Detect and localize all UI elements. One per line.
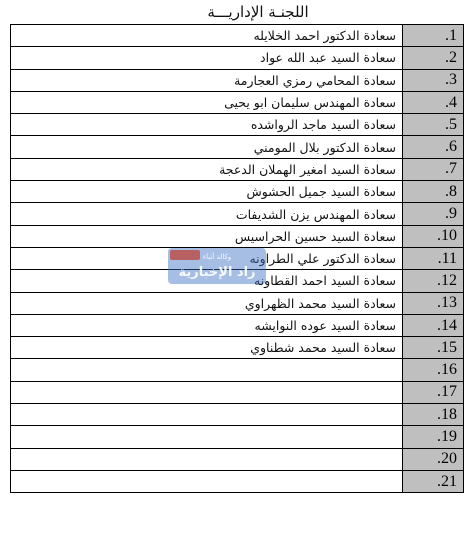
- row-number-text: .1: [445, 26, 457, 44]
- table-row: [11, 404, 464, 426]
- member-name: [11, 426, 403, 448]
- member-name: سعادة السيد محمد شطناوي: [11, 337, 403, 359]
- row-number-text: .18: [437, 405, 457, 423]
- member-name: سعادة المهندس سليمان ابو يحيى: [11, 91, 403, 113]
- row-number: [403, 337, 464, 359]
- member-name: سعادة الدكتور بلال المومني: [11, 136, 403, 158]
- row-number: [403, 91, 464, 113]
- table-row: [11, 69, 464, 91]
- table-row: [11, 448, 464, 470]
- row-number-text: .4: [445, 93, 457, 111]
- row-number-text: .16: [437, 361, 457, 379]
- row-number: [403, 136, 464, 158]
- member-name: سعادة السيد حسين الحراسيس: [11, 225, 403, 247]
- table-row: [11, 25, 464, 47]
- row-number: [403, 470, 464, 492]
- row-number-text: .5: [445, 115, 457, 133]
- row-number-text: .7: [445, 160, 457, 178]
- row-number: [403, 203, 464, 225]
- table-row: [11, 247, 464, 269]
- table-row: [11, 337, 464, 359]
- row-number: [403, 158, 464, 180]
- row-number-text: .20: [437, 450, 457, 468]
- table-row: [11, 181, 464, 203]
- row-number: [403, 270, 464, 292]
- table-row: [11, 91, 464, 113]
- row-number-text: .11: [437, 249, 457, 267]
- row-number-text: .19: [437, 427, 457, 445]
- row-number-text: .15: [437, 338, 457, 356]
- member-name: سعادة السيد عوده النوايشه: [11, 314, 403, 336]
- member-name: سعادة السيد محمد الظهراوي: [11, 292, 403, 314]
- member-name: [11, 470, 403, 492]
- table-row: [11, 381, 464, 403]
- member-name: سعادة السيد امغير الهملان الدعجة: [11, 158, 403, 180]
- row-number: [403, 448, 464, 470]
- member-name: سعادة السيد عبد الله عواد: [11, 47, 403, 69]
- table-row: [11, 270, 464, 292]
- member-name: سعادة الدكتور علي الطراونه: [11, 247, 403, 269]
- member-name: سعادة السيد احمد القطاونه: [11, 270, 403, 292]
- watermark-line2: زاد الإخبارية: [178, 265, 256, 280]
- row-number: [403, 69, 464, 91]
- member-name: سعادة الدكتور احمد الخلايله: [11, 25, 403, 47]
- member-name: سعادة السيد ماجد الرواشده: [11, 114, 403, 136]
- row-number: [403, 25, 464, 47]
- row-number-text: .14: [437, 316, 457, 334]
- member-name: [11, 404, 403, 426]
- table-row: [11, 359, 464, 381]
- row-number: [403, 292, 464, 314]
- row-number-text: .13: [437, 294, 457, 312]
- row-number-text: .8: [445, 182, 457, 200]
- row-number: [403, 114, 464, 136]
- member-name: سعادة المحامي رمزي العجارمة: [11, 69, 403, 91]
- table-row: [11, 314, 464, 336]
- row-number: [403, 225, 464, 247]
- row-number-text: .21: [437, 472, 457, 490]
- row-number: [403, 247, 464, 269]
- table-row: [11, 114, 464, 136]
- row-number-text: .3: [445, 71, 457, 89]
- table-row: [11, 470, 464, 492]
- row-number: [403, 381, 464, 403]
- member-name: سعادة المهندس يزن الشديفات: [11, 203, 403, 225]
- page-title: اللجنـة الإداريـــة: [207, 3, 309, 21]
- table-row: [11, 225, 464, 247]
- table-row: [11, 158, 464, 180]
- table-row: [11, 136, 464, 158]
- member-name: [11, 448, 403, 470]
- row-number-text: .2: [445, 48, 457, 66]
- row-number-text: .17: [437, 383, 457, 401]
- member-name: [11, 359, 403, 381]
- row-number: [403, 314, 464, 336]
- row-number: [403, 359, 464, 381]
- row-number: [403, 47, 464, 69]
- table-row: [11, 47, 464, 69]
- row-number: [403, 426, 464, 448]
- watermark-line1: وكالة أنباء: [202, 253, 232, 261]
- row-number-text: .10: [437, 227, 457, 245]
- table-row: [11, 203, 464, 225]
- row-number-text: .6: [445, 138, 457, 156]
- row-number: [403, 404, 464, 426]
- row-number-text: .9: [445, 205, 457, 223]
- row-number-text: .12: [437, 271, 457, 289]
- committee-table: [10, 24, 464, 493]
- row-number: [403, 181, 464, 203]
- table-row: [11, 426, 464, 448]
- member-name: سعادة السيد جميل الحشوش: [11, 181, 403, 203]
- member-name: [11, 381, 403, 403]
- table-row: [11, 292, 464, 314]
